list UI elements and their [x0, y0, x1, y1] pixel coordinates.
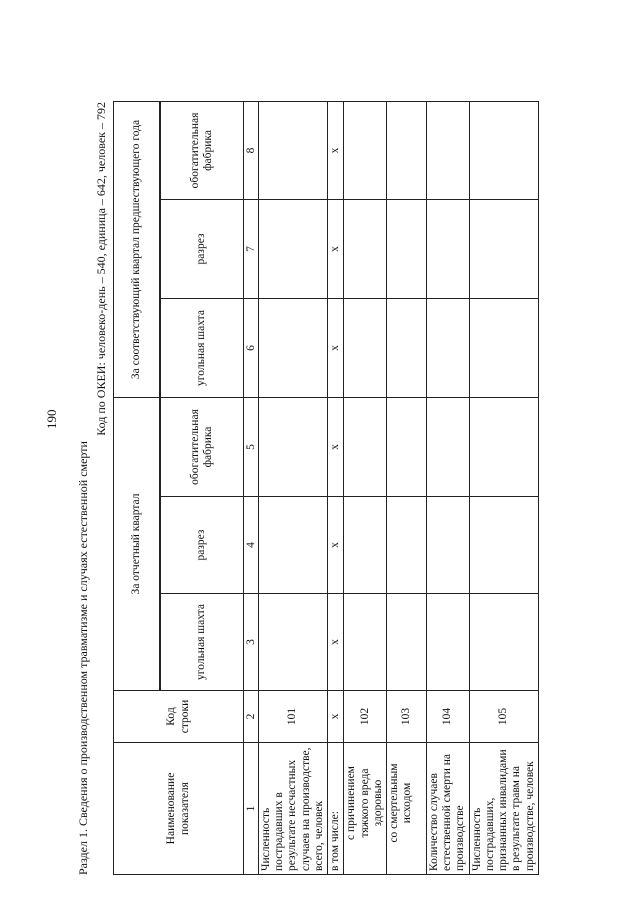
data-cell	[344, 497, 387, 594]
column-number: 3	[244, 594, 259, 691]
report-table	[113, 101, 539, 875]
data-cell	[426, 397, 469, 496]
row-code: 102	[344, 691, 387, 743]
data-cell	[386, 594, 426, 691]
header-code: Код строки	[114, 691, 244, 743]
data-cell	[344, 594, 387, 691]
okei-codes: Код по ОКЕИ: человеко-день – 540, единица – 642, человек – 792	[94, 102, 108, 436]
data-cell	[426, 101, 469, 199]
header-current-quarter: За отчетный квартал	[114, 397, 160, 690]
data-cell	[386, 199, 426, 298]
data-cell	[344, 298, 387, 397]
header-plant-current: обогатительная фабрика	[160, 397, 243, 496]
data-cell	[469, 101, 538, 199]
page-number: 190	[44, 409, 59, 429]
data-cell	[426, 594, 469, 691]
column-number: 7	[244, 199, 259, 298]
row-name: со смертельным исходом	[386, 743, 426, 875]
header-previous-year-quarter: За соответствующий квартал предшествующего года	[114, 101, 160, 397]
row-code: 105	[469, 691, 538, 743]
data-cell	[259, 199, 328, 298]
data-cell: x	[328, 199, 344, 298]
data-cell	[386, 101, 426, 199]
row-code: 103	[386, 691, 426, 743]
table-row	[469, 101, 538, 874]
data-cell	[426, 199, 469, 298]
column-number-row	[244, 101, 259, 874]
header-plant-previous: обогатительная фабрика	[160, 101, 243, 199]
data-cell: x	[328, 497, 344, 594]
header-open-pit-previous: разрез	[160, 199, 243, 298]
column-number: 8	[244, 101, 259, 199]
data-cell	[386, 397, 426, 496]
table-row	[426, 101, 469, 874]
data-cell	[426, 497, 469, 594]
row-name: Количество случаев естественной смерти на производстве	[426, 743, 469, 875]
data-cell	[469, 497, 538, 594]
data-cell: x	[328, 397, 344, 496]
header-open-pit-current: разрез	[160, 497, 243, 594]
row-code: 101	[259, 691, 328, 743]
data-cell	[259, 101, 328, 199]
data-cell	[386, 298, 426, 397]
row-code: x	[328, 691, 344, 743]
row-code: 104	[426, 691, 469, 743]
data-cell	[426, 298, 469, 397]
row-name: с причинением тяжкого вреда здоровью	[344, 743, 387, 875]
data-cell	[469, 397, 538, 496]
header-mine-current: угольная шахта	[160, 594, 243, 691]
table-row	[344, 101, 387, 874]
data-cell	[259, 298, 328, 397]
rotated-page-content	[76, 75, 631, 875]
data-cell	[259, 497, 328, 594]
table-row	[386, 101, 426, 874]
data-cell	[344, 199, 387, 298]
header-mine-previous: угольная шахта	[160, 298, 243, 397]
data-cell	[469, 199, 538, 298]
data-cell	[469, 298, 538, 397]
data-cell	[259, 397, 328, 496]
column-number: 4	[244, 497, 259, 594]
data-cell	[344, 101, 387, 199]
row-name: Численность пострадавших, признанных инвалидами в результате травм на производстве, человек	[469, 743, 538, 875]
column-number: 6	[244, 298, 259, 397]
column-number: 1	[244, 743, 259, 875]
data-cell	[469, 594, 538, 691]
data-cell: x	[328, 101, 344, 199]
row-name: Численность пострадавших в результате несчастных случаев на производстве, всего, человек	[259, 743, 328, 875]
column-number: 5	[244, 397, 259, 496]
data-cell	[259, 594, 328, 691]
data-cell	[386, 497, 426, 594]
header-name: Наименование показателя	[114, 743, 244, 875]
table-row	[259, 101, 328, 874]
section-title: Раздел 1. Сведения о производственном травматизме и случаях естественной смерти	[76, 441, 90, 875]
column-number: 2	[244, 691, 259, 743]
data-cell: x	[328, 298, 344, 397]
data-cell: x	[328, 594, 344, 691]
data-cell	[344, 397, 387, 496]
table-row	[328, 101, 344, 874]
row-name: в том числе:	[328, 743, 344, 875]
